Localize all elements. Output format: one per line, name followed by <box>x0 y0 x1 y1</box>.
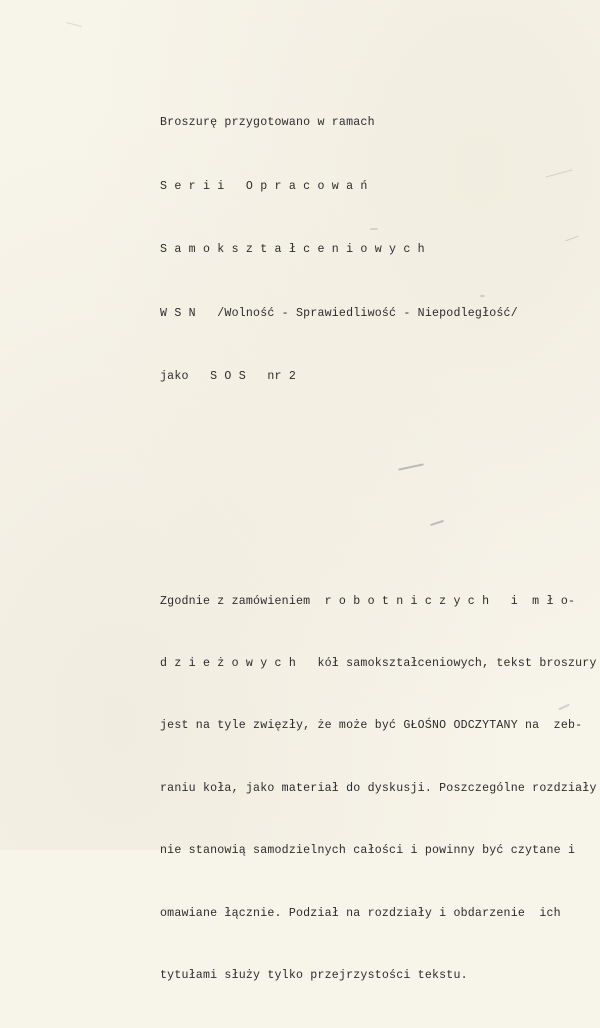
body-line-4: raniu koła, jako materiał do dyskusji. Poszczególne rozdziały <box>160 781 597 795</box>
header-line-2: S e r i i O p r a c o w a ń <box>160 179 368 193</box>
scan-mark <box>66 22 82 27</box>
scan-mark <box>480 295 485 297</box>
intro-paragraph <box>160 550 597 1028</box>
scan-mark <box>565 236 579 242</box>
scan-mark <box>370 228 378 230</box>
scan-mark <box>545 169 572 177</box>
header-line-1: Broszurę przygotowano w ramach <box>160 116 375 130</box>
body-line-7: tytułami służy tylko przejrzystości tekstu. <box>160 968 468 982</box>
header-line-3: S a m o k s z t a ł c e n i o w y c h <box>160 243 425 257</box>
body-line-3: jest na tyle zwięzły, że może być GŁOŚNO ODCZYTANY na zeb- <box>160 719 583 733</box>
body-line-2: d z i e ż o w y c h kół samokształceniowych, tekst broszury <box>160 656 597 670</box>
body-line-5: nie stanowią samodzielnych całości i powinny być czytane i <box>160 844 576 858</box>
series-info-block <box>160 70 518 429</box>
header-line-4: W S N /Wolność - Sprawiedliwość - Niepodległość/ <box>160 306 518 320</box>
body-line-1: Zgodnie z zamówieniem r o b o t n i c z y c h i m ł o- <box>160 594 576 608</box>
body-line-6: omawiane łącznie. Podział na rozdziały i obdarzenie ich <box>160 906 561 920</box>
scan-mark <box>430 520 444 526</box>
header-line-5: jako S O S nr 2 <box>160 370 296 384</box>
scan-mark <box>398 463 424 470</box>
